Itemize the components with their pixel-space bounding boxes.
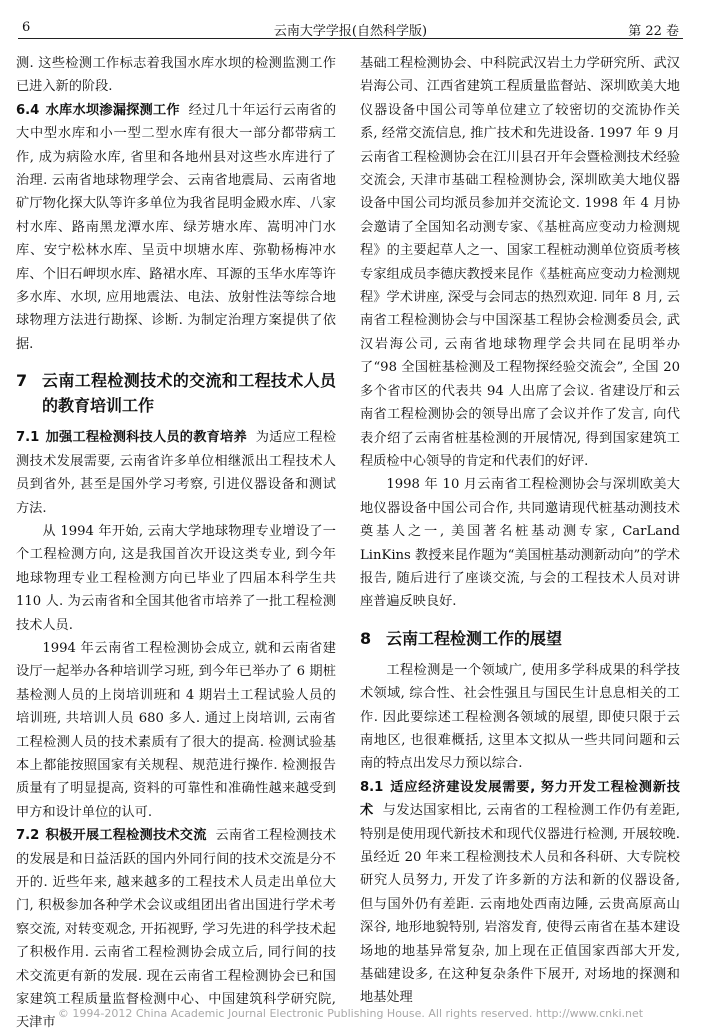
section-title: 云南工程检测工作的展望 [386, 628, 563, 648]
running-header [18, 18, 683, 39]
subsection-8-1 [360, 776, 680, 1010]
journal-title: 云南大学学报(自然科学版) [273, 24, 428, 39]
subsection-number: 6.4 [16, 102, 40, 118]
paragraph: 基础工程检测协会、中科院武汉岩土力学研究所、武汉岩海公司、江西省建筑工程质量监督站、深圳欧美大地仪器设备中国公司等单位建立了较密切的交流协作关系, 经常交流信息, 推广技术和先进设备. 1997 年 9 月云南省工程检测协会在江川县召开年会暨检测技术经验交流会, 天津市基础工程检测协会, 深圳欧美大地仪器设备中国公司均派员参加并交流论文. 1998 年 4 月协会邀请了全国知名动测专家、《基桩高应变动力检测规程》的主要起草人之一、国家工程桩动测单位资质考核专家组成员李德庆教授来昆作《基桩高应变动力检测规程》学术讲座, 深受与会同志的热烈欢迎. 同年 8 月, 云南省工程检测协会与中国深基工程协会检测委员会, 武汉岩海公司, 云南省地球物理学会共同在昆明举办了“98 全国桩基检测及工程物探经验交流会”, 全国 20 多个省市区的代表共 94 人出席了会议. 省建设厅和云南省工程检测协会的领导出席了会议并作了发言, 向代表介绍了云南省桩基检测的开展情况, 得到国家建筑工程质检中心领导的肯定和代表们的好评. [360, 56, 680, 469]
left-column [16, 52, 336, 1035]
copyright-footer: © 1994-2012 China Academic Journal Electronic Publishing House. All rights reserved. http://www.cnki.net [57, 1007, 644, 1020]
subsection-title: 水库水坝渗漏探测工作 [45, 102, 180, 118]
right-column [360, 52, 680, 1010]
paragraph: 经过几十年运行云南省的大中型水库和小一型二型水库有很大一部分都带病工作, 成为病险水库, 省里和各地州县对这些水库进行了治理. 云南省地球物理学会、云南省地震局、云南省地矿厅物化探大队等许多单位为我省昆明金殿水库、八家村水库、路南黑龙潭水库、绿芳塘水库、嵩明冲门水库、安宁松林水库、呈贡中坝塘水库、弥勒杨梅冲水库、个旧石岬坝水库、路裙水库、耳源的玉华水库等许多水库、水坝, 应用地震法、电法、放射性法等综合地球物理方法进行勘探、诊断. 为制定治理方案提供了依据. [16, 102, 337, 352]
subsection-number: 7.1 [16, 430, 40, 446]
paragraph: 与发达国家相比, 云南省的工程检测工作仍有差距, 特别是使用现代新技术和现代仪器进行检测, 开展较晚. 虽经近 20 年来工程检测技术人员和各科研、大专院校研究人员努力, 开发了许多新的方法和新的仪器设备, 但与国外仍有差距. 云南地处西南边陲, 云贵高原高山深谷, 地形地貌特别, 岩溶发育, 使得云南省在基本建设场地的地基异常复杂, 加上现在正值国家西部大开发, 基础建设多, 在这种复杂条件下展开, 对场地的探测和地基处理 [360, 803, 681, 1006]
paragraph: 云南省工程检测技术的发展是和日益活跃的国内外同行间的技术交流是分不开的. 近些年来, 越来越多的工程技术人员走出单位大门, 积极参加各种学术会议或组团出省出国进行学术考察交流, 对转变观念, 开拓视野, 学习先进的科学技术起了积极作用. 云南省工程检测协会成立后, 同行间的技术交流更有新的发展. 现在云南省工程检测协会已和国家建筑工程质量监督检测中心、中国建筑科学研究院, 天津市 [16, 828, 337, 1031]
subsection-7-2 [16, 824, 336, 1035]
volume-label: 第 22 卷 [628, 24, 679, 39]
paragraph: 工程检测是一个领域广, 使用多学科成果的科学技术领域, 综合性、社会性强且与国民生计息息相关的工作. 因此要综述工程检测各领域的展望, 即使只限于云南地区, 也很难概括, 这里本文拟从一些共同问题和云南的特点出发尽力预以综合. [360, 662, 680, 772]
subsection-number: 8.1 [360, 779, 384, 795]
section-number: 8 [360, 628, 372, 648]
section-7-heading [16, 368, 336, 418]
section-number: 7 [16, 371, 28, 391]
paragraph: 1998 年 10 月云南省工程检测协会与深圳欧美大地仪器设备中国公司合作, 共同邀请现代桩基动测技术奠基人之一, 美国著名桩基动测专家, CarLand LinKins 教授来昆作题为“美国桩基动测新动向”的学术报告, 随后进行了座谈交流, 与会的工程技术人员对讲座普遍反映良好. [360, 477, 680, 610]
subsection-title: 积极开展工程检测技术交流 [45, 828, 207, 844]
subsection-6-4 [16, 99, 336, 356]
paragraph: 从 1994 年开始, 云南大学地球物理专业增设了一个工程检测方向, 这是我国首次开设这类专业, 到今年地球物理专业工程检测方向已毕业了四届本科学生共 110 人. 为云南省和全国其他省市培养了一批工程检测技术人员. [16, 523, 336, 633]
paragraph: 1994 年云南省工程检测协会成立, 就和云南省建设厅一起举办各种培训学习班, 到今年已举办了 6 期桩基检测人员的上岗培训班和 4 期岩土工程试验人员的培训班, 共培训人员 680 多人. 通过上岗培训, 云南省工程检测人员的技术素质有了很大的提高. 检测试验基本上都能按照国家有关规程、规范进行操作. 检测报告质量有了明显提高, 资料的可靠性和准确性越来越受到甲方和设计单位的认可. [16, 640, 336, 820]
paragraph: 为适应工程检测技术发展需要, 云南省许多单位相继派出工程技术人员到省外, 甚至是国外学习考察, 引进仪器设备和测试方法. [16, 430, 337, 516]
section-title: 云南工程检测技术的交流和工程技术人员的教育培训工作 [42, 371, 336, 416]
paragraph: 测. 这些检测工作标志着我国水库水坝的检测监测工作已进入新的阶段. [16, 56, 336, 95]
section-8-heading [360, 626, 680, 651]
subsection-number: 7.2 [16, 828, 40, 844]
subsection-7-1 [16, 426, 336, 520]
page-number: 6 [22, 20, 31, 35]
subsection-title: 适应经济建设发展需要, 努力开发工程检测新技术 [360, 779, 680, 819]
subsection-title: 加强工程检测科技人员的教育培养 [45, 430, 247, 446]
